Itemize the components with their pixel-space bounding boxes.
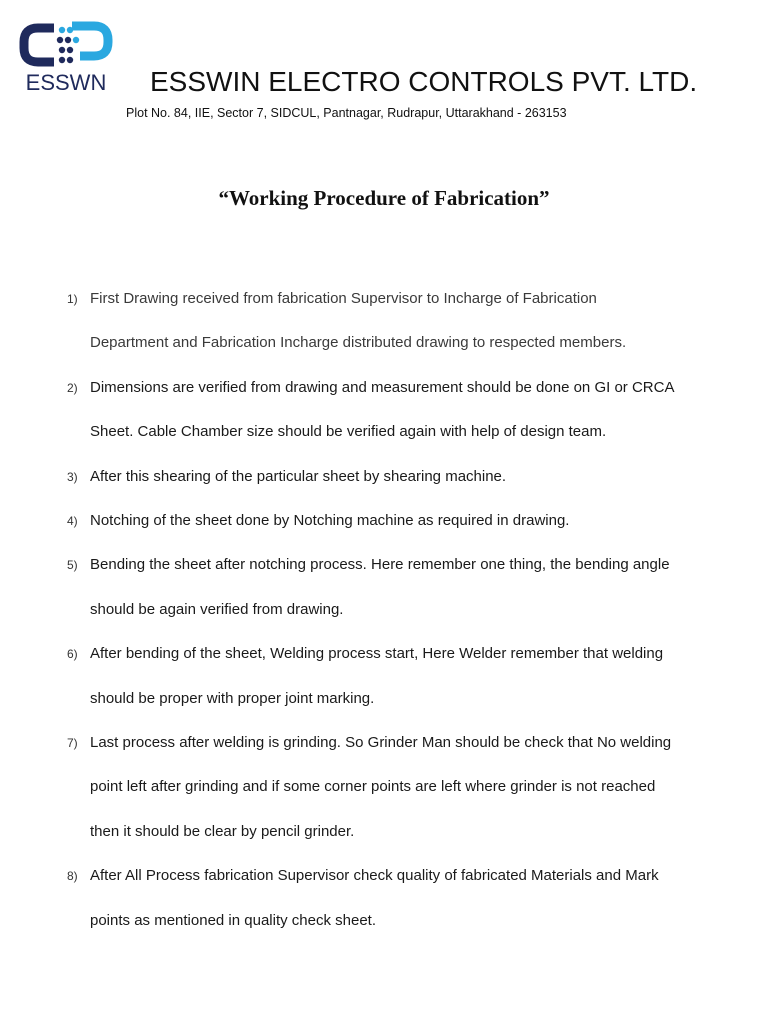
step-number: 5) xyxy=(67,558,78,573)
company-name: ESSWIN ELECTRO CONTROLS PVT. LTD. xyxy=(150,66,698,97)
step-line: should be proper with proper joint marking. xyxy=(90,689,375,707)
step-number: 6) xyxy=(67,647,78,662)
logo-wordmark: ESSWN xyxy=(25,70,107,95)
step-number: 2) xyxy=(67,380,78,395)
procedure-step xyxy=(0,632,768,721)
step-line: After this shearing of the particular sheet by shearing machine. xyxy=(90,467,507,485)
procedure-step xyxy=(0,499,768,543)
step-line: Dimensions are verified from drawing and measurement should be done on GI or CRCA xyxy=(90,378,675,396)
step-number: 1) xyxy=(67,292,78,306)
step-number: 7) xyxy=(67,736,78,751)
step-line: Bending the sheet after notching process. Here remember one thing, the bending angle xyxy=(90,556,670,574)
procedure-step xyxy=(0,277,768,366)
step-line: After All Process fabrication Supervisor check quality of fabricated Materials and Mark xyxy=(90,867,659,885)
esswn-logo-mark-icon xyxy=(18,20,114,72)
procedure-step xyxy=(0,366,768,455)
step-line: points as mentioned in quality check sheet. xyxy=(90,911,377,929)
procedure-step xyxy=(0,854,768,943)
procedure-step xyxy=(0,543,768,632)
company-logo xyxy=(18,20,114,96)
step-line: Department and Fabrication Incharge distributed drawing to respected members. xyxy=(90,334,627,352)
step-line: then it should be clear by pencil grinder. xyxy=(90,822,355,840)
step-line: First Drawing received from fabrication Supervisor to Incharge of Fabrication xyxy=(90,290,597,307)
step-line: point left after grinding and if some corner points are left where grinder is not reached xyxy=(90,778,656,796)
step-number: 8) xyxy=(67,869,78,884)
step-line: should be again verified from drawing. xyxy=(90,600,344,618)
procedure-steps-list xyxy=(0,277,768,943)
step-line: After bending of the sheet, Welding process start, Here Welder remember that welding xyxy=(90,645,664,663)
company-address: Plot No. 84, IIE, Sector 7, SIDCUL, Pantnagar, Rudrapur, Uttarakhand - 263153 xyxy=(126,106,567,120)
procedure-step xyxy=(0,721,768,854)
procedure-step xyxy=(0,455,768,499)
step-line: Sheet. Cable Chamber size should be verified again with help of design team. xyxy=(90,423,607,441)
step-number: 3) xyxy=(67,469,78,484)
step-number: 4) xyxy=(67,514,78,529)
step-line: Last process after welding is grinding. So Grinder Man should be check that No welding xyxy=(90,734,672,752)
step-line: Notching of the sheet done by Notching machine as required in drawing. xyxy=(90,512,570,530)
document-title: “Working Procedure of Fabrication” xyxy=(218,186,550,210)
